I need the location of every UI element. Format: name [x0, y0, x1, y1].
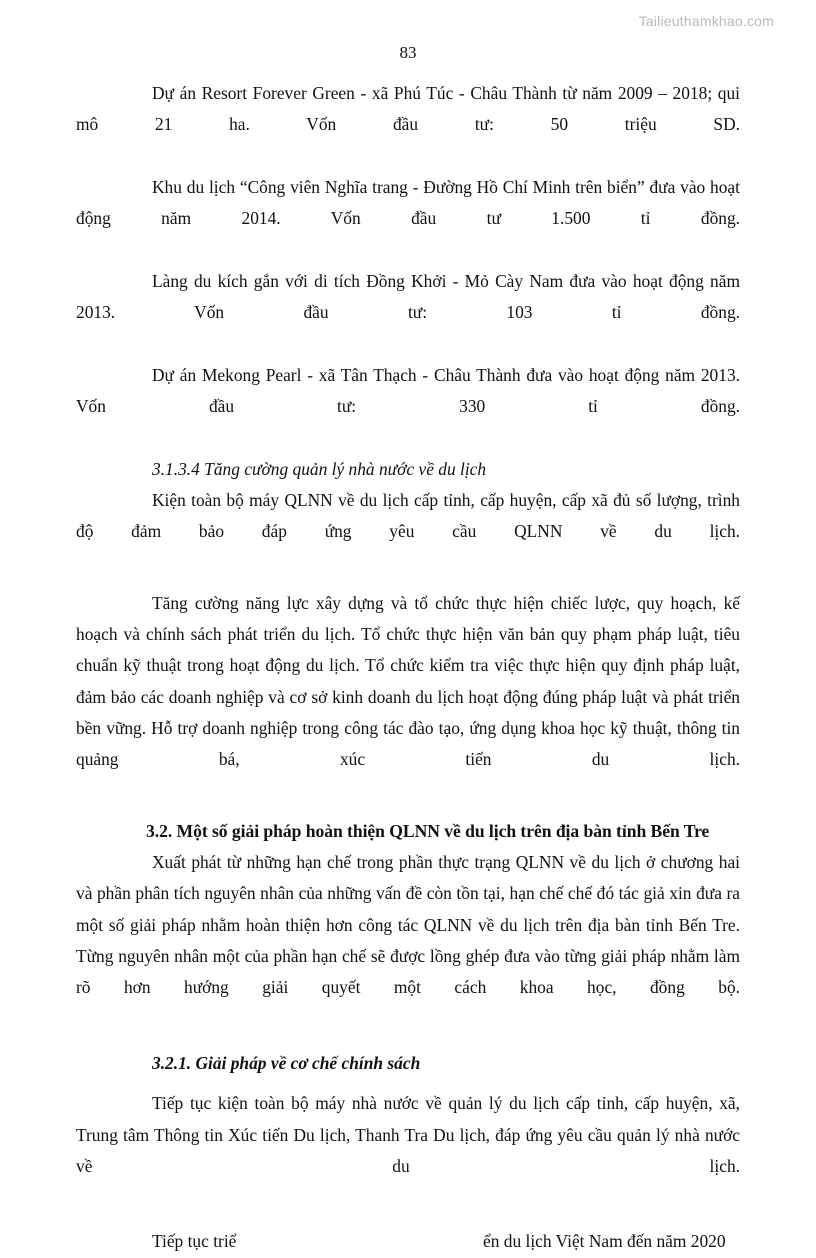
page-content: [76, 78, 740, 1258]
paragraph: Dự án Mekong Pearl - xã Tân Thạch - Châu Thành đưa vào hoạt động năm 2013. Vốn đầu tư: 330 tỉ đồng.: [76, 364, 740, 416]
paragraph-spacer: [76, 1035, 740, 1048]
page-number: 83: [399, 43, 417, 62]
paragraph-spacer: [76, 1213, 740, 1226]
section-heading-3-2-1: 3.2.1. Giải pháp về cơ chế chính sách: [152, 1052, 421, 1073]
paragraph: Tăng cường năng lực xây dựng và tổ chức thực hiện chiếc lược, quy hoạch, kế hoạch và chính sách phát triển du lịch. Tổ chức thực hiện văn bản quy phạm pháp luật, tiêu chuẩn kỹ thuật trong hoạt động du lịch. Tổ chức kiểm tra việc thực hiện quy định pháp luật, đảm bảo các doanh nghiệp và cơ sở kinh doanh du lịch hoạt động đúng pháp luật và phát triển bền vững. Hỗ trợ doanh nghiệp trong công tác đào tạo, ứng dụng khoa học kỹ thuật, thông tin quảng bá, xúc tiến du lịch.: [76, 592, 740, 770]
paragraph-spacer: [76, 1079, 740, 1088]
truncated-final-line: [76, 1226, 740, 1257]
paragraph: Xuất phát từ những hạn chế trong phần thực trạng QLNN về du lịch ở chương hai và phần phân tích nguyên nhân của những vấn đề còn tồn tại, hạn chế chế đó tác giả xin đưa ra một số giải pháp nhằm hoàn thiện hơn công tác QLNN về du lịch trên địa bàn tỉnh Bến Tre. Từng nguyên nhân một của phần hạn chế sẽ được lồng ghép đưa vào từng giải pháp nhằm làm rõ hơn hướng giải quyết một cách khoa học, đồng bộ.: [76, 852, 740, 998]
paragraph: Làng du kích gắn với di tích Đồng Khởi - Mỏ Cày Nam đưa vào hoạt động năm 2013. Vốn đầu tư: 103 tỉ đồng.: [76, 270, 740, 323]
paragraph: Dự án Resort Forever Green - xã Phú Túc - Châu Thành từ năm 2009 – 2018; qui mô 21 ha. Vốn đầu tư: 50 triệu SD.: [76, 83, 740, 135]
final-line-fragment-left: Tiếp tục triể: [152, 1231, 237, 1252]
paragraph: Tiếp tục kiện toàn bộ máy nhà nước về quản lý du lịch cấp tỉnh, cấp huyện, xã, Trung tâm Thông tin Xúc tiến Du lịch, Thanh Tra Du lịch, đáp ứng yêu cầu quản lý nhà nước về du lịch.: [76, 1093, 740, 1176]
watermark-text: Tailieuthamkhao.com: [638, 13, 774, 29]
section-heading-3-1-3-4: 3.1.3.4 Tăng cường quản lý nhà nước về du lịch: [152, 458, 487, 479]
paragraph-spacer: [76, 807, 740, 816]
paragraph: Khu du lịch “Công viên Nghĩa trang - Đường Hồ Chí Minh trên biển” đưa vào hoạt động năm 2014. Vốn đầu tư 1.500 tỉ đồng.: [76, 176, 740, 229]
final-line-fragment-right: ển du lịch Việt Nam đến năm 2020: [483, 1231, 726, 1252]
section-heading-3-2: 3.2. Một số giải pháp hoàn thiện QLNN về du lịch trên địa bàn tỉnh Bến Tre: [146, 820, 710, 841]
paragraph: Kiện toàn bộ máy QLNN về du lịch cấp tỉnh, cấp huyện, cấp xã đủ số lượng, trình độ đảm bảo đáp ứng yêu cầu QLNN về du lịch.: [76, 489, 740, 542]
paragraph-spacer: [76, 579, 740, 588]
